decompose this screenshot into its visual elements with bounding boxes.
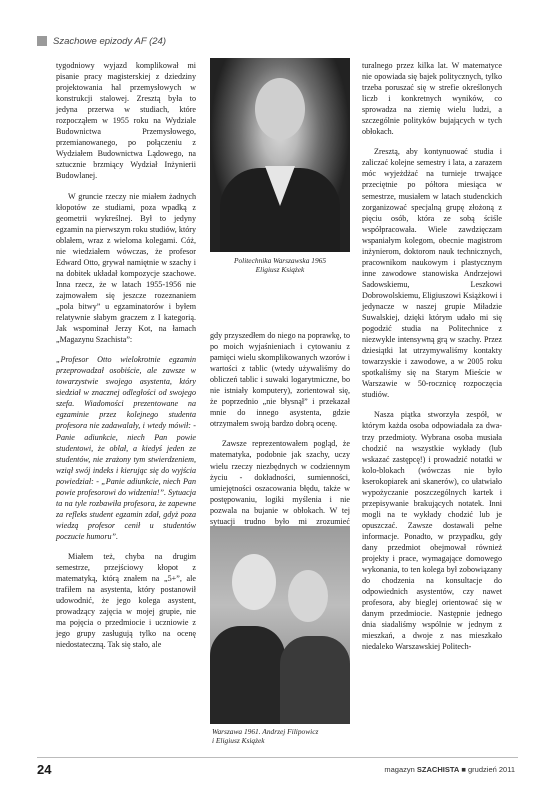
footer-divider: [37, 757, 518, 758]
paragraph: tygodniowy wyjazd komplikował mi pisanie pracy magisterskiej z dziedziny projektowania hal przemysłowych w konstrukcji stalowej. Zresztą była to jedyna przerwa w studiach, które rozpocząłem w 1955 roku na Wydziale Budownictwa Przemysłowego, przemianowanego, po połączeniu z Wydziałem Budownictwa Lądowego, na sztucznie brzmiący Wydział Inżynierii Budowlanej.: [56, 61, 196, 181]
caption-line: Warszawa 1961. Andrzej Filipowicz: [212, 727, 319, 736]
caption-line: Politechnika Warszawska 1965: [233, 256, 327, 265]
magazine-footer: [384, 765, 515, 774]
header-square-icon: [37, 36, 47, 46]
magazine-label: magazyn: [384, 765, 415, 774]
text-column-3: [362, 60, 502, 661]
footer-separator-icon: ■: [461, 765, 466, 774]
portrait-photo: [210, 58, 350, 252]
text-column-1: [56, 60, 196, 659]
paragraph: Zresztą, aby kontynuować studia i zaliczać kolejne semestry i lata, a zarazem móc wyjeżdżać na turnieje trwające przeciętnie po półtora miesiąca w semestrze, musiałem w latach studenckich zorganizować specjalną grupę złożoną z pięciu osób, która ze sobą ściśle współpracowała. Wiele zawdzięczam wspaniałym kolegom, obecnie magistrom inżynierom, doktorom nauk technicznych, pracownikom naukowym i plastycznym inne zawodowe stanowiska Andrzejowi Sadowskiemu, Leszkowi Dobrowolskiemu, Eligiuszowi Książkowi i jedynacze w naszej grupie Miładzie Suwalskiej, dzięki którym udało mi się pogodzić studia na Politechnice z niezwykle intensywną grą w szachy. Przez dziesiątki lat utrzymywaliśmy kontakty towarzyskie i zawodowe, a w 2005 roku spotkaliśmy się na Starym Mieście w Warszawie w 50-rocznicę rozpoczęcia studiów.: [362, 147, 502, 400]
body-shape: [210, 626, 285, 724]
paragraph: Nasza piątka stworzyła zespół, w którym każda osoba odpowiadała za dwa-trzy przedmioty. Wybrana osoba musiała chodzić na wszystkie wykłady (lub wskazać zastępcę!) i prowadzić notatki w kolo-blokach (wówczas nie było kserokopiarek ani skanerów), co ułatwiało wypożyczanie poszczególnych kartek i przepisywanie brakujących notatek. Inni mogli na te wykłady chodzić lub je opuszczać. Zawsze dostawali pełne informacje. Ponadto, w przypadku, gdy dany przedmiot obejmował również projekty i prace, wymagające domowego wykonania, to ten kolega był zobowiązany do chodzenia na konsultacje do odpowiednich asystentów, czy nawet profesora, aby bieglej orientować się w danym przedmiocie. Następnie jednego dnia siadaliśmy wspólnie w jednym z mieszkań, a dwoje z nas mieszkało niedaleko Warszawskiej Politech-: [362, 410, 502, 652]
paragraph: Zawsze reprezentowałem pogląd, że matematyka, podobnie jak szachy, uczy wielu rzeczy niezbędnych w codziennym życiu - dokładności, sumienności, umiejętności oszacowania błędu, także w postępowaniu, logiki myślenia i nie pozwala na bujanie w obłokach. W tej sytuacji trudno było mi zrozumieć: [210, 439, 350, 526]
text-column-2: [210, 330, 350, 547]
face-shape: [232, 554, 276, 610]
paragraph: W gruncie rzeczy nie miałem żadnych kłopotów ze studiami, poza wpadką z geometrii wykreślnej. Był to jedyny egzamin na pierwszym roku studiów, który oblałem, wraz z wieloma kolegami. Cóż, nie wiedziałem wówczas, że profesor Edward Otto, grywał namiętnie w szachy i na dobitek układał kompozycje szachowe. Inna rzecz, że w latach 1955-1956 nie zajmowałem się jeszcze rozeznaniem „pola bitwy” u egzaminatorów i byłem relatywnie słabym graczem z I kategorią. Jak wspominał Jerzy Kot, na łamach „Magazynu Szachista”:: [56, 191, 196, 345]
photo-caption-1: [210, 256, 350, 274]
quote-paragraph: „Profesor Otto wielokrotnie egzamin przeprowadzał osobiście, ale zawsze w towarzystwie swojego asystenta, który siedział w znacznej odległości od swojego szefa. Wiadomości prezentowane na egzaminie przez kolejnego studenta profesora nie zadawalały, i wtedy mówił: - Panie adiunkcie, niech Pan powie studentowi, że oblał, a kiedyś jeden ze studentów, nie zrażony tym stwierdzeniem, wziął swój indeks i kierując się do wyjścia powiedział: - „Panie adiunkcie, niech Pan powie profesorowi do widzenia!”. Sytuacja ta na tyle rozbawiła profesora, że zapewne za refleks student egzamin zdał, gdyż poza wiedzą profesor cenił u studentów poczucie humoru”.: [56, 355, 196, 541]
photo-caption-2: [212, 727, 352, 745]
paragraph: gdy przyszedłem do niego na poprawkę, to po moich wyjaśnieniach i cytowaniu z pamięci wielu skomplikowanych wzorów i wartości z tablic (wtedy używaliśmy do obliczeń tablic i suwaki logarytmiczne, bo nie istniały komputery), zorientował się, że poprzednio „nie błysnął” i przekazał mnie do innego asystenta, gdzie otrzymałem swoją bardzo dobrą ocenę.: [210, 331, 350, 429]
group-photo: [210, 526, 350, 724]
issue-date: grudzień 2011: [468, 765, 515, 774]
page-number: 24: [37, 762, 52, 777]
header-title: Szachowe epizody AF (24): [53, 35, 167, 47]
magazine-brand: SZACHISTA: [416, 765, 460, 774]
face-shape: [288, 570, 328, 622]
page-header: [37, 34, 166, 48]
caption-line: i Eligiusz Książek: [212, 736, 265, 745]
face-shape: [255, 78, 305, 140]
paragraph: Miałem też, chyba na drugim semestrze, przejściowy kłopot z matematyką, którą znałem na „5+”, ale trafiłem na asystenta, który postanowił udowodnić, że jego kolega asystent, prowadzący zajęcia w mojej grupie, nie ma pojęcia o przedmiocie i uczniowie z jego grupy zasługują tylko na ocenę niedostateczną. Tak się stało, ale: [56, 551, 196, 650]
body-shape: [280, 636, 350, 724]
paragraph: turalnego przez kilka lat. W matematyce nie opowiada się bajek politycznych, tylko trzeba poruszać się w strefie określonych liczb i konkretnych wyników, co sprowadza na ziemię wielu ludzi, a szczególnie polityków bujających w tych obłokach.: [362, 61, 502, 137]
caption-line: Eligiusz Książek: [255, 265, 305, 274]
